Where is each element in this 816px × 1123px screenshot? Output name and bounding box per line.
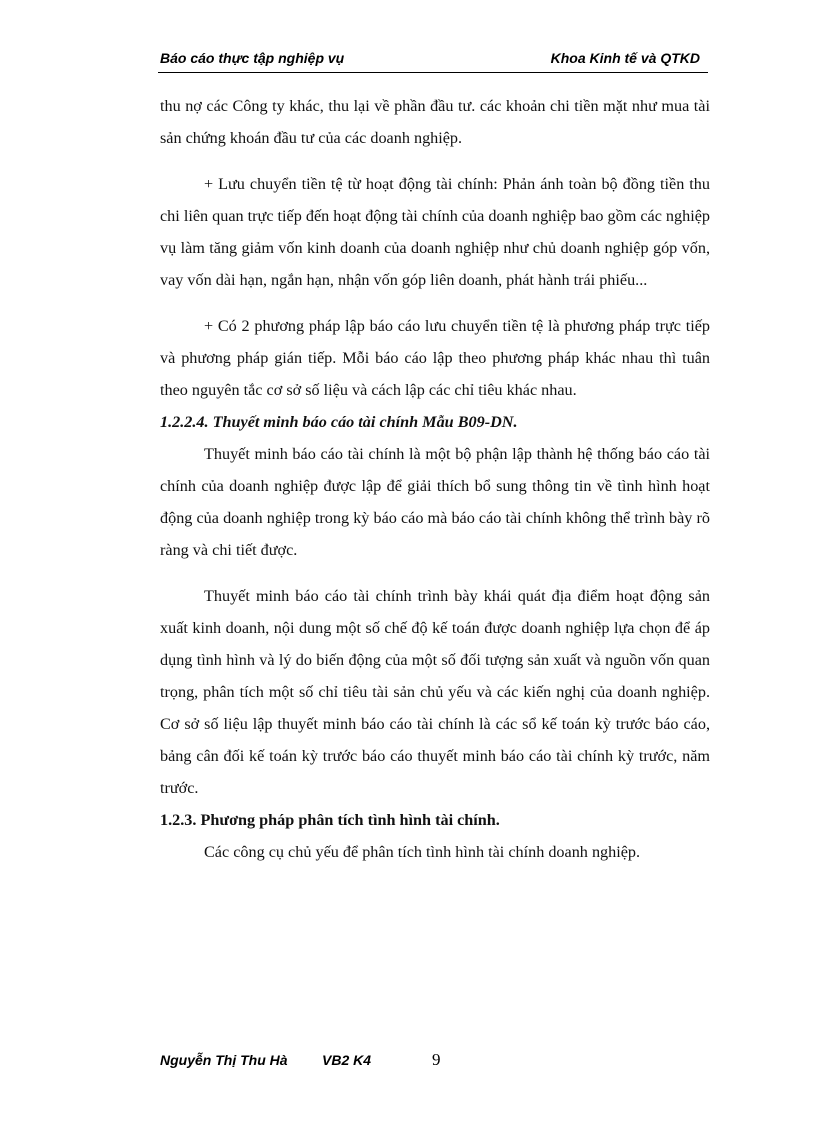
paragraph-notes-definition: Thuyết minh báo cáo tài chính là một bộ phận lập thành hệ thống báo cáo tài chính của doanh nghiệp được lập để giải thích bổ sung thông tin về tình hình hoạt động của doanh nghiệp trong kỳ báo cáo mà báo cáo tài chính không thể trình bày rõ ràng và chi tiết được. bbox=[160, 445, 710, 559]
header-faculty: Khoa Kinh tế và QTKD bbox=[550, 50, 700, 66]
section-heading-1224: 1.2.2.4. Thuyết minh báo cáo tài chính Mẫu B09-DN. bbox=[160, 413, 518, 431]
footer-class: VB2 K4 bbox=[322, 1052, 372, 1068]
page-number: 9 bbox=[432, 1050, 441, 1069]
page-footer bbox=[160, 1052, 710, 1076]
body-content bbox=[160, 90, 710, 868]
paragraph-financial-cashflow: + Lưu chuyển tiền tệ từ hoạt động tài chính: Phản ánh toàn bộ đồng tiền thu chi liên quan trực tiếp đến hoạt động tài chính của doanh nghiệp bao gồm các nghiệp vụ làm tăng giảm vốn kinh doanh của doanh nghiệp như chủ doanh nghiệp góp vốn, vay vốn dài hạn, ngắn hạn, nhận vốn góp liên doanh, phát hành trái phiếu... bbox=[160, 175, 710, 289]
footer-author: Nguyễn Thị Thu Hà bbox=[160, 1052, 288, 1068]
header-report-title: Báo cáo thực tập nghiệp vụ bbox=[160, 50, 345, 66]
section-heading-123: 1.2.3. Phương pháp phân tích tình hình tài chính. bbox=[160, 811, 500, 829]
paragraph-continuation: thu nợ các Công ty khác, thu lại về phần đầu tư. các khoản chi tiền mặt như mua tài sản chứng khoán đầu tư của các doanh nghiệp. bbox=[160, 97, 710, 147]
paragraph-cashflow-methods: + Có 2 phương pháp lập báo cáo lưu chuyển tiền tệ là phương pháp trực tiếp và phương pháp gián tiếp. Mỗi báo cáo lập theo phương pháp khác nhau thì tuân theo nguyên tắc cơ sở số liệu và cách lập các chỉ tiêu khác nhau. bbox=[160, 317, 710, 399]
paragraph-analysis-tools: Các công cụ chủ yếu để phân tích tình hình tài chính doanh nghiệp. bbox=[204, 843, 641, 861]
paragraph-notes-content: Thuyết minh báo cáo tài chính trình bày khái quát địa điểm hoạt động sản xuất kinh doanh, nội dung một số chế độ kế toán được doanh nghiệp lựa chọn để áp dụng tình hình và lý do biến động của một số đối tượng sản xuất và nguồn vốn quan trọng, phân tích một số chỉ tiêu tài sản chủ yếu và các kiến nghị của doanh nghiệp. Cơ sở số liệu lập thuyết minh báo cáo tài chính là các sổ kế toán kỳ trước báo cáo, bảng cân đối kế toán kỳ trước báo cáo thuyết minh báo cáo tài chính kỳ trước, năm trước. bbox=[160, 587, 710, 797]
page-header bbox=[158, 48, 708, 73]
